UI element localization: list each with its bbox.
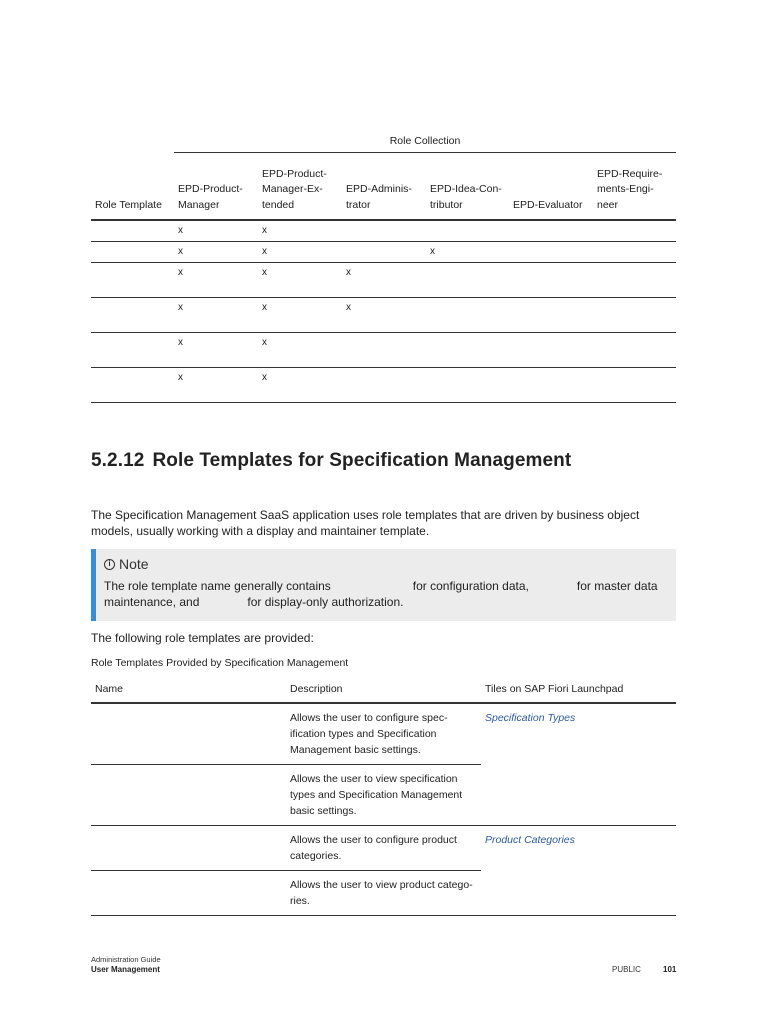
role-template-cell bbox=[91, 263, 174, 298]
role-templates-table bbox=[91, 675, 676, 916]
column-header: EPD-Idea-Con- tributor bbox=[426, 153, 509, 221]
role-template-header: Role Template bbox=[91, 153, 174, 221]
assignment-mark bbox=[509, 368, 593, 403]
assignment-mark: x bbox=[258, 333, 342, 368]
note-text: for master data bbox=[576, 579, 658, 593]
description-cell: Allows the user to configure spec- ification types and Specification Management basic settings. bbox=[286, 703, 481, 765]
assignment-mark bbox=[426, 298, 509, 333]
assignment-mark: x bbox=[174, 220, 258, 242]
column-header: EPD-Adminis- trator bbox=[342, 153, 426, 221]
table-row bbox=[91, 333, 676, 368]
table-row bbox=[91, 703, 676, 765]
assignment-mark bbox=[593, 263, 676, 298]
name-cell bbox=[91, 871, 286, 916]
assignment-mark bbox=[593, 242, 676, 263]
assignment-mark: x bbox=[174, 368, 258, 403]
assignment-mark: x bbox=[342, 263, 426, 298]
assignment-mark: x bbox=[258, 263, 342, 298]
name-header: Name bbox=[91, 675, 286, 703]
assignment-mark bbox=[509, 263, 593, 298]
assignment-mark: x bbox=[174, 242, 258, 263]
table-row bbox=[91, 298, 676, 333]
tile-cell bbox=[481, 703, 676, 826]
tiles-header: Tiles on SAP Fiori Launchpad bbox=[481, 675, 676, 703]
note-text: for display-only authorization. bbox=[247, 594, 404, 609]
assignment-mark bbox=[509, 298, 593, 333]
corner-spacer bbox=[91, 130, 174, 153]
table-row bbox=[91, 826, 676, 871]
assignment-mark bbox=[426, 333, 509, 368]
provided-text: The following role templates are provided: bbox=[91, 631, 314, 645]
assignment-mark bbox=[342, 368, 426, 403]
assignment-mark bbox=[509, 220, 593, 242]
note-box bbox=[91, 549, 676, 621]
description-cell: Allows the user to view specification types and Specification Management basic settings. bbox=[286, 765, 481, 826]
footer-section-title: User Management bbox=[91, 965, 160, 974]
column-header: EPD-Product- Manager-Ex- tended bbox=[258, 153, 342, 221]
tile-link-product-categories[interactable]: Product Categories bbox=[485, 834, 575, 846]
role-template-cell bbox=[91, 242, 174, 263]
column-header: EPD-Evaluator bbox=[509, 153, 593, 221]
assignment-mark bbox=[426, 220, 509, 242]
note-body bbox=[104, 579, 666, 610]
table-row bbox=[91, 263, 676, 298]
description-cell: Allows the user to view product catego- ries. bbox=[286, 871, 481, 916]
assignment-mark: x bbox=[258, 242, 342, 263]
tile-link-specification-types[interactable]: Specification Types bbox=[485, 712, 576, 724]
note-text: maintenance, and bbox=[104, 594, 200, 609]
assignment-mark bbox=[593, 333, 676, 368]
assignment-mark bbox=[593, 298, 676, 333]
section-title bbox=[91, 450, 571, 472]
assignment-mark bbox=[426, 263, 509, 298]
assignment-mark: x bbox=[174, 263, 258, 298]
column-header: EPD-Product- Manager bbox=[174, 153, 258, 221]
role-template-cell bbox=[91, 220, 174, 242]
page-number: 101 bbox=[663, 965, 677, 974]
column-header: EPD-Require- ments-Engi- neer bbox=[593, 153, 676, 221]
table-row bbox=[91, 242, 676, 263]
assignment-mark bbox=[426, 368, 509, 403]
note-text: for configuration data, bbox=[412, 579, 529, 593]
role-template-cell bbox=[91, 298, 174, 333]
assignment-mark: x bbox=[174, 298, 258, 333]
assignment-mark bbox=[342, 242, 426, 263]
assignment-mark: x bbox=[426, 242, 509, 263]
description-cell: Allows the user to configure product categories. bbox=[286, 826, 481, 871]
table-caption: Role Templates Provided by Specification Management bbox=[91, 657, 349, 669]
assignment-mark bbox=[342, 333, 426, 368]
note-header bbox=[104, 553, 666, 575]
assignment-mark: x bbox=[342, 298, 426, 333]
role-collection-table bbox=[91, 130, 676, 403]
assignment-mark bbox=[593, 220, 676, 242]
intro-paragraph: The Specification Management SaaS application uses role templates that are driven by business object models, usually working with a display and maintainer template. bbox=[91, 508, 640, 538]
assignment-mark bbox=[509, 242, 593, 263]
info-circle-icon: i bbox=[104, 559, 115, 570]
section-title-text: Role Templates for Specification Management bbox=[152, 450, 572, 471]
note-heading: Note bbox=[119, 556, 149, 572]
table-row bbox=[91, 368, 676, 403]
assignment-mark bbox=[342, 220, 426, 242]
section-number: 5.2.12 bbox=[91, 450, 145, 471]
table-row bbox=[91, 220, 676, 242]
assignment-mark: x bbox=[258, 220, 342, 242]
role-template-cell bbox=[91, 368, 174, 403]
assignment-mark: x bbox=[258, 368, 342, 403]
assignment-mark: x bbox=[258, 298, 342, 333]
name-cell bbox=[91, 826, 286, 871]
description-header: Description bbox=[286, 675, 481, 703]
name-cell bbox=[91, 703, 286, 765]
footer-classification: PUBLIC bbox=[612, 965, 641, 974]
assignment-mark: x bbox=[174, 333, 258, 368]
role-collection-header: Role Collection bbox=[174, 130, 676, 153]
name-cell bbox=[91, 765, 286, 826]
tile-cell bbox=[481, 826, 676, 916]
note-text: The role template name generally contains bbox=[104, 579, 331, 593]
role-template-cell bbox=[91, 333, 174, 368]
assignment-mark bbox=[509, 333, 593, 368]
assignment-mark bbox=[593, 368, 676, 403]
footer-guide-title: Administration Guide bbox=[91, 955, 161, 964]
